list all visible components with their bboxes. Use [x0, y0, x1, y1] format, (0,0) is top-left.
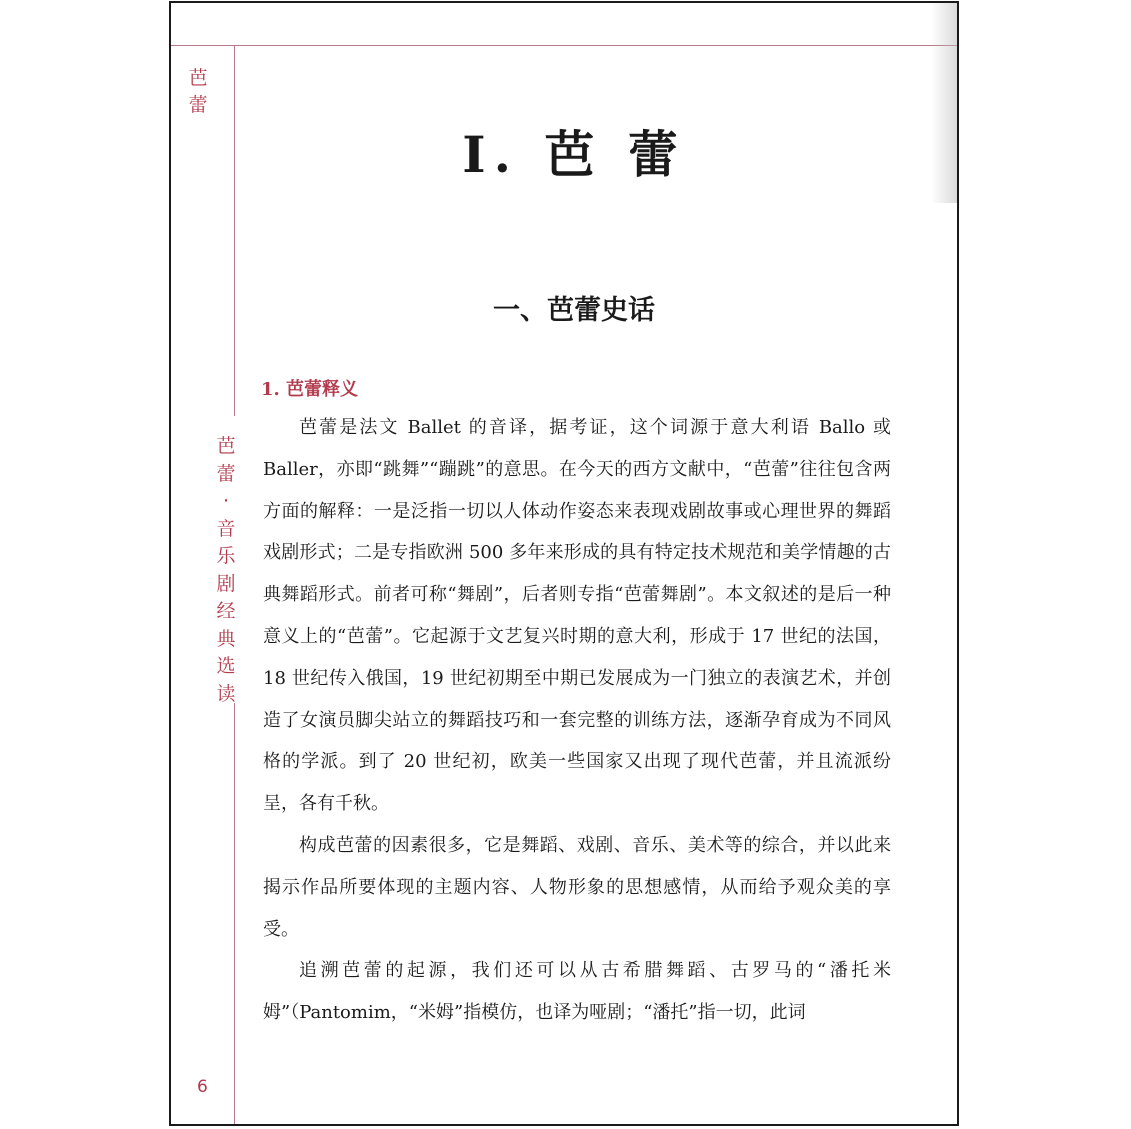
margin-rule-lower — [234, 703, 235, 1126]
paragraph-3: 追溯芭蕾的起源，我们还可以从古希腊舞蹈、古罗马的“潘托米姆”（Pantomim，“米姆”指模仿，也译为哑剧；“潘托”指一切，此词 — [263, 960, 891, 1024]
running-head-book-title — [213, 433, 239, 708]
paragraph-2: 构成芭蕾的因素很多，它是舞蹈、戏剧、音乐、美术等的综合，并以此来揭示作品所要体现的主题内容、人物形象的思想感情，从而给予观众美的享受。 — [263, 834, 891, 940]
book-page — [169, 1, 959, 1126]
body-text — [263, 407, 891, 1034]
subsection-title: 1. 芭蕾释义 — [261, 379, 359, 400]
running-head-corner — [185, 65, 211, 119]
margin-rule-upper — [234, 46, 235, 416]
part-title: I. 芭 蕾 — [462, 125, 686, 184]
paragraph-1: 芭蕾是法文 Ballet 的音译，据考证，这个词源于意大利语 Ballo 或 Baller，亦即“跳舞”“蹦跳”的意思。在今天的西方文献中，“芭蕾”往往包含两方面的解释：一是泛指一切以人体动作姿态来表现戏剧故事或心理世界的舞蹈戏剧形式；二是专指欧洲 500 多年来形成的具有特定技术规范和美学情趣的古典舞蹈形式。前者可称“舞剧”，后者则专指“芭蕾舞剧”。本文叙述的是后一种意义上的“芭蕾”。它起源于文艺复兴时期的意大利，形成于 17 世纪的法国，18 世纪传入俄国，19 世纪初期至中期已发展成为一门独立的表演艺术，并创造了女演员脚尖站立的舞蹈技巧和一套完整的训练方法，逐渐孕育成为不同风格的学派。到了 20 世纪初，欧美一些国家又出现了现代芭蕾，并且流派纷呈，各有千秋。 — [263, 417, 891, 815]
header-rule — [171, 45, 957, 46]
corner-tag-text: 芭 蕾 — [188, 67, 208, 116]
section-title: 一、芭蕾史话 — [493, 295, 655, 326]
side-title-text: 芭 蕾 · 音 乐 剧 经 典 选 读 — [216, 435, 236, 705]
page-number: 6 — [197, 1077, 208, 1097]
